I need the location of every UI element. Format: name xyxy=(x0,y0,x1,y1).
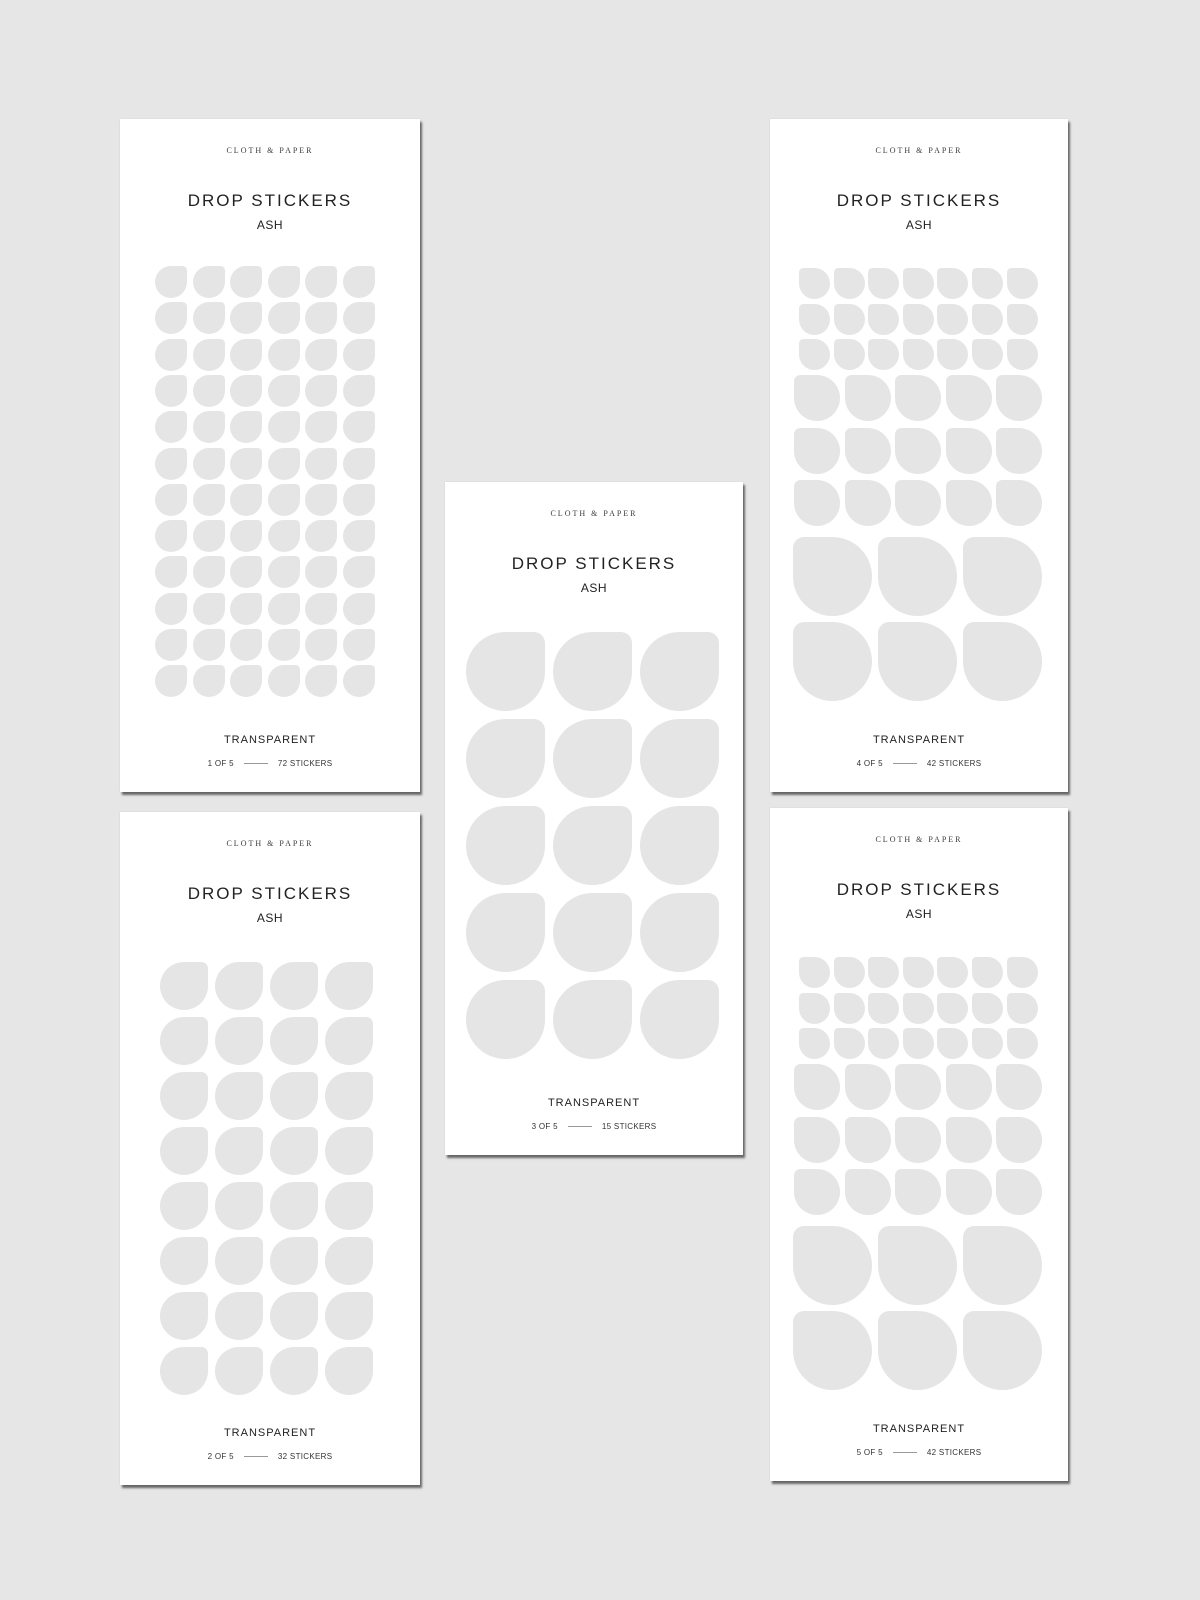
drop-sticker xyxy=(963,1311,1042,1390)
sheet-subtitle: ASH xyxy=(256,911,284,925)
drop-sticker xyxy=(937,957,968,988)
drop-sticker xyxy=(799,268,830,299)
material-label: TRANSPARENT xyxy=(223,1427,317,1439)
drop-sticker xyxy=(193,556,225,588)
sticker-count: 42 STICKERS xyxy=(926,759,982,768)
drop-sticker xyxy=(230,448,262,480)
drop-sticker xyxy=(895,480,941,526)
drop-sticker xyxy=(230,629,262,661)
drop-sticker xyxy=(972,339,1003,370)
drop-sticker xyxy=(996,375,1042,421)
drop-sticker xyxy=(895,428,941,474)
drop-sticker xyxy=(963,537,1042,616)
drop-sticker xyxy=(640,893,719,972)
drop-sticker xyxy=(215,1292,263,1340)
drop-sticker xyxy=(305,484,337,516)
drop-sticker xyxy=(794,1117,840,1163)
drop-sticker xyxy=(155,556,187,588)
drop-sticker xyxy=(868,268,899,299)
drop-sticker xyxy=(193,339,225,371)
sheet-subtitle: ASH xyxy=(905,907,933,921)
sticker-sheet-3 xyxy=(445,482,743,1155)
drop-sticker xyxy=(160,1127,208,1175)
material-label: TRANSPARENT xyxy=(872,734,966,746)
brand-name: CLOTH & PAPER xyxy=(550,509,638,518)
drop-sticker xyxy=(270,1347,318,1395)
drop-sticker xyxy=(270,1072,318,1120)
drop-sticker xyxy=(466,632,545,711)
drop-sticker xyxy=(946,1169,992,1215)
drop-sticker xyxy=(878,537,957,616)
drop-sticker xyxy=(268,411,300,443)
drop-sticker xyxy=(193,411,225,443)
drop-sticker xyxy=(305,593,337,625)
drop-sticker xyxy=(160,1017,208,1065)
drop-sticker xyxy=(325,962,373,1010)
sticker-grid xyxy=(445,482,743,1155)
drop-sticker xyxy=(305,629,337,661)
drop-sticker xyxy=(343,665,375,697)
drop-sticker xyxy=(553,719,632,798)
drop-sticker xyxy=(799,1028,830,1059)
drop-sticker xyxy=(160,1347,208,1395)
drop-sticker xyxy=(268,375,300,407)
drop-sticker xyxy=(946,428,992,474)
sticker-sheet-5 xyxy=(770,808,1068,1481)
drop-sticker xyxy=(215,1347,263,1395)
drop-sticker xyxy=(268,629,300,661)
drop-sticker xyxy=(193,593,225,625)
drop-sticker xyxy=(160,1072,208,1120)
drop-sticker xyxy=(230,593,262,625)
sticker-grid xyxy=(770,808,1068,1481)
drop-sticker xyxy=(230,339,262,371)
sheet-meta xyxy=(770,1448,1068,1457)
drop-sticker xyxy=(268,593,300,625)
drop-sticker xyxy=(946,1117,992,1163)
drop-sticker xyxy=(972,957,1003,988)
sheet-subtitle: ASH xyxy=(256,218,284,232)
drop-sticker xyxy=(343,520,375,552)
drop-sticker xyxy=(963,622,1042,701)
drop-sticker xyxy=(868,957,899,988)
sticker-count: 42 STICKERS xyxy=(926,1448,982,1457)
drop-sticker xyxy=(996,1064,1042,1110)
drop-sticker xyxy=(193,448,225,480)
drop-sticker xyxy=(793,1311,872,1390)
drop-sticker xyxy=(640,719,719,798)
drop-sticker xyxy=(996,1169,1042,1215)
drop-sticker xyxy=(193,665,225,697)
drop-sticker xyxy=(878,622,957,701)
sheet-subtitle: ASH xyxy=(905,218,933,232)
drop-sticker xyxy=(325,1072,373,1120)
drop-sticker xyxy=(937,339,968,370)
sticker-count: 72 STICKERS xyxy=(277,759,333,768)
drop-sticker xyxy=(305,448,337,480)
drop-sticker xyxy=(155,484,187,516)
drop-sticker xyxy=(868,339,899,370)
sheet-subtitle: ASH xyxy=(580,581,608,595)
drop-sticker xyxy=(268,556,300,588)
drop-sticker xyxy=(155,593,187,625)
drop-sticker xyxy=(343,411,375,443)
drop-sticker xyxy=(230,302,262,334)
drop-sticker xyxy=(640,632,719,711)
drop-sticker xyxy=(895,375,941,421)
drop-sticker xyxy=(343,339,375,371)
drop-sticker xyxy=(793,1226,872,1305)
divider xyxy=(568,1126,592,1127)
sticker-count: 32 STICKERS xyxy=(277,1452,333,1461)
drop-sticker xyxy=(937,268,968,299)
drop-sticker xyxy=(996,480,1042,526)
drop-sticker xyxy=(160,962,208,1010)
drop-sticker xyxy=(972,304,1003,335)
page-indicator: 3 OF 5 xyxy=(531,1122,558,1131)
drop-sticker xyxy=(903,1028,934,1059)
drop-sticker xyxy=(466,719,545,798)
drop-sticker xyxy=(868,1028,899,1059)
drop-sticker xyxy=(1007,1028,1038,1059)
drop-sticker xyxy=(845,1117,891,1163)
sticker-grid xyxy=(120,812,420,1485)
drop-sticker xyxy=(230,266,262,298)
drop-sticker xyxy=(343,484,375,516)
drop-sticker xyxy=(268,484,300,516)
drop-sticker xyxy=(937,1028,968,1059)
drop-sticker xyxy=(834,304,865,335)
drop-sticker xyxy=(155,375,187,407)
drop-sticker xyxy=(640,806,719,885)
material-label: TRANSPARENT xyxy=(223,734,317,746)
drop-sticker xyxy=(343,629,375,661)
sticker-count: 15 STICKERS xyxy=(601,1122,657,1131)
drop-sticker xyxy=(903,339,934,370)
drop-sticker xyxy=(325,1017,373,1065)
drop-sticker xyxy=(343,556,375,588)
drop-sticker xyxy=(230,411,262,443)
drop-sticker xyxy=(270,962,318,1010)
drop-sticker xyxy=(268,520,300,552)
drop-sticker xyxy=(640,980,719,1059)
drop-sticker xyxy=(1007,268,1038,299)
sheet-title: DROP STICKERS xyxy=(187,191,353,210)
drop-sticker xyxy=(972,1028,1003,1059)
material-label: TRANSPARENT xyxy=(872,1423,966,1435)
drop-sticker xyxy=(946,375,992,421)
sheet-title: DROP STICKERS xyxy=(836,880,1002,899)
drop-sticker xyxy=(834,957,865,988)
page-indicator: 4 OF 5 xyxy=(856,759,883,768)
drop-sticker xyxy=(1007,993,1038,1024)
drop-sticker xyxy=(270,1182,318,1230)
drop-sticker xyxy=(268,266,300,298)
drop-sticker xyxy=(793,622,872,701)
drop-sticker xyxy=(937,993,968,1024)
drop-sticker xyxy=(996,1117,1042,1163)
sheet-title: DROP STICKERS xyxy=(511,554,677,573)
brand-name: CLOTH & PAPER xyxy=(875,146,963,155)
drop-sticker xyxy=(868,304,899,335)
drop-sticker xyxy=(1007,339,1038,370)
page-indicator: 5 OF 5 xyxy=(856,1448,883,1457)
drop-sticker xyxy=(834,993,865,1024)
drop-sticker xyxy=(268,665,300,697)
drop-sticker xyxy=(903,304,934,335)
drop-sticker xyxy=(270,1127,318,1175)
drop-sticker xyxy=(845,1169,891,1215)
drop-sticker xyxy=(270,1017,318,1065)
drop-sticker xyxy=(794,1064,840,1110)
drop-sticker xyxy=(868,993,899,1024)
brand-name: CLOTH & PAPER xyxy=(226,839,314,848)
drop-sticker xyxy=(215,1017,263,1065)
drop-sticker xyxy=(268,339,300,371)
drop-sticker xyxy=(466,806,545,885)
drop-sticker xyxy=(799,957,830,988)
drop-sticker xyxy=(343,375,375,407)
drop-sticker xyxy=(937,304,968,335)
drop-sticker xyxy=(325,1127,373,1175)
page-indicator: 1 OF 5 xyxy=(207,759,234,768)
brand-name: CLOTH & PAPER xyxy=(226,146,314,155)
drop-sticker xyxy=(799,993,830,1024)
drop-sticker xyxy=(325,1292,373,1340)
drop-sticker xyxy=(305,266,337,298)
divider xyxy=(244,1456,268,1457)
drop-sticker xyxy=(799,339,830,370)
drop-sticker xyxy=(1007,304,1038,335)
drop-sticker xyxy=(193,484,225,516)
sticker-grid xyxy=(120,119,420,792)
page-indicator: 2 OF 5 xyxy=(207,1452,234,1461)
sheet-title: DROP STICKERS xyxy=(187,884,353,903)
drop-sticker xyxy=(794,1169,840,1215)
drop-sticker xyxy=(215,962,263,1010)
drop-sticker xyxy=(305,665,337,697)
drop-sticker xyxy=(305,375,337,407)
drop-sticker xyxy=(845,1064,891,1110)
drop-sticker xyxy=(193,375,225,407)
drop-sticker xyxy=(155,302,187,334)
drop-sticker xyxy=(343,302,375,334)
drop-sticker xyxy=(553,632,632,711)
drop-sticker xyxy=(834,268,865,299)
drop-sticker xyxy=(903,957,934,988)
drop-sticker xyxy=(230,556,262,588)
drop-sticker xyxy=(466,980,545,1059)
drop-sticker xyxy=(878,1226,957,1305)
drop-sticker xyxy=(193,629,225,661)
drop-sticker xyxy=(305,556,337,588)
drop-sticker xyxy=(799,304,830,335)
drop-sticker xyxy=(553,806,632,885)
drop-sticker xyxy=(963,1226,1042,1305)
divider xyxy=(244,763,268,764)
drop-sticker xyxy=(972,268,1003,299)
sheet-meta xyxy=(770,759,1068,768)
drop-sticker xyxy=(903,993,934,1024)
drop-sticker xyxy=(343,448,375,480)
drop-sticker xyxy=(845,428,891,474)
drop-sticker xyxy=(193,302,225,334)
drop-sticker xyxy=(305,411,337,443)
drop-sticker xyxy=(305,302,337,334)
drop-sticker xyxy=(972,993,1003,1024)
drop-sticker xyxy=(946,1064,992,1110)
sticker-grid xyxy=(770,119,1068,792)
drop-sticker xyxy=(895,1169,941,1215)
drop-sticker xyxy=(845,375,891,421)
drop-sticker xyxy=(305,520,337,552)
drop-sticker xyxy=(794,428,840,474)
drop-sticker xyxy=(160,1292,208,1340)
sheet-meta xyxy=(120,759,420,768)
drop-sticker xyxy=(1007,957,1038,988)
drop-sticker xyxy=(230,484,262,516)
drop-sticker xyxy=(155,266,187,298)
drop-sticker xyxy=(155,520,187,552)
sheet-meta xyxy=(445,1122,743,1131)
drop-sticker xyxy=(343,266,375,298)
drop-sticker xyxy=(834,339,865,370)
drop-sticker xyxy=(215,1072,263,1120)
drop-sticker xyxy=(946,480,992,526)
drop-sticker xyxy=(193,266,225,298)
sticker-sheet-2 xyxy=(120,812,420,1485)
drop-sticker xyxy=(155,339,187,371)
drop-sticker xyxy=(553,980,632,1059)
brand-name: CLOTH & PAPER xyxy=(875,835,963,844)
drop-sticker xyxy=(270,1237,318,1285)
drop-sticker xyxy=(193,520,225,552)
drop-sticker xyxy=(230,375,262,407)
drop-sticker xyxy=(215,1237,263,1285)
drop-sticker xyxy=(155,629,187,661)
drop-sticker xyxy=(305,339,337,371)
sheet-title: DROP STICKERS xyxy=(836,191,1002,210)
drop-sticker xyxy=(895,1117,941,1163)
drop-sticker xyxy=(794,480,840,526)
drop-sticker xyxy=(325,1237,373,1285)
drop-sticker xyxy=(215,1182,263,1230)
drop-sticker xyxy=(155,665,187,697)
drop-sticker xyxy=(325,1347,373,1395)
drop-sticker xyxy=(895,1064,941,1110)
drop-sticker xyxy=(996,428,1042,474)
drop-sticker xyxy=(834,1028,865,1059)
drop-sticker xyxy=(160,1182,208,1230)
drop-sticker xyxy=(268,448,300,480)
sticker-sheet-4 xyxy=(770,119,1068,792)
drop-sticker xyxy=(270,1292,318,1340)
drop-sticker xyxy=(466,893,545,972)
drop-sticker xyxy=(845,480,891,526)
material-label: TRANSPARENT xyxy=(547,1097,641,1109)
divider xyxy=(893,763,917,764)
sheet-meta xyxy=(120,1452,420,1461)
drop-sticker xyxy=(343,593,375,625)
drop-sticker xyxy=(155,411,187,443)
drop-sticker xyxy=(268,302,300,334)
drop-sticker xyxy=(230,665,262,697)
drop-sticker xyxy=(215,1127,263,1175)
drop-sticker xyxy=(793,537,872,616)
drop-sticker xyxy=(553,893,632,972)
drop-sticker xyxy=(878,1311,957,1390)
drop-sticker xyxy=(903,268,934,299)
drop-sticker xyxy=(325,1182,373,1230)
drop-sticker xyxy=(160,1237,208,1285)
divider xyxy=(893,1452,917,1453)
drop-sticker xyxy=(230,520,262,552)
drop-sticker xyxy=(155,448,187,480)
drop-sticker xyxy=(794,375,840,421)
sticker-sheet-1 xyxy=(120,119,420,792)
